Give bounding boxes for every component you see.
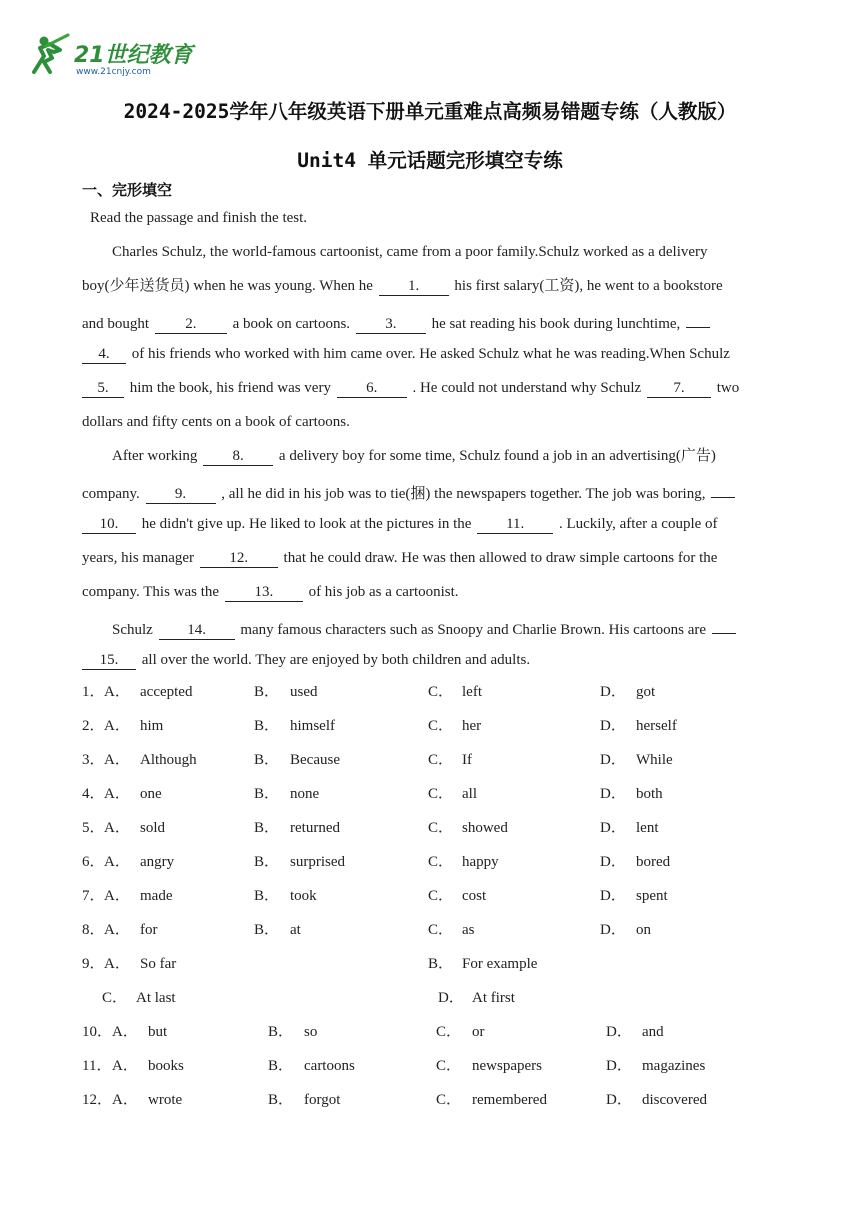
question-row [82, 716, 802, 736]
question-row [82, 1022, 802, 1042]
passage-line: 15. all over the world. They are enjoyed by both children and adults. [82, 650, 782, 670]
question-row [82, 1090, 802, 1110]
option-text[interactable]: took [290, 888, 317, 904]
question-number: 9． [82, 956, 105, 972]
question-number: 10． [82, 1024, 113, 1040]
option-text[interactable]: but [148, 1024, 168, 1040]
section-heading: 一、完形填空 [82, 181, 173, 199]
passage-line: boy(少年送货员) when he was young. When he 1. his first salary(工资), he went to a bookstore [82, 278, 723, 294]
option-text[interactable]: both [636, 786, 663, 802]
option-text[interactable]: spent [636, 888, 668, 904]
option-text[interactable]: cost [462, 888, 487, 904]
option-text[interactable]: returned [290, 820, 340, 836]
option-text[interactable]: lent [636, 820, 659, 836]
instructions: Read the passage and finish the test. [90, 210, 308, 226]
blank-1[interactable]: 1. [379, 278, 449, 296]
option-letter: C． [428, 718, 454, 734]
option-text[interactable]: got [636, 684, 656, 700]
option-letter: A． [104, 752, 130, 768]
option-letter: A． [112, 1058, 138, 1074]
option-text[interactable]: Because [290, 752, 340, 768]
option-letter: A． [104, 888, 130, 904]
option-letter: B． [254, 820, 280, 836]
option-text[interactable]: her [462, 718, 482, 734]
option-text[interactable]: made [140, 888, 173, 904]
blank-4-start [686, 310, 710, 328]
option-text[interactable]: forgot [304, 1092, 341, 1108]
site-logo [30, 32, 200, 78]
passage-line: 5. him the book, his friend was very 6. . He could not understand why Schulz 7. two [82, 378, 782, 398]
blank-9[interactable]: 9. [146, 486, 216, 504]
question-row [82, 818, 802, 838]
passage-line: years, his manager 12. that he could draw. He was then allowed to draw simple cartoons for the [82, 550, 718, 566]
option-letter: C． [436, 1092, 462, 1108]
option-text[interactable]: showed [462, 820, 508, 836]
option-letter: A． [104, 684, 130, 700]
option-text[interactable]: surprised [290, 854, 345, 870]
option-letter: B． [428, 956, 454, 972]
document-title: 2024-2025学年八年级英语下册单元重难点高频易错题专练（人教版） [123, 100, 737, 123]
option-text[interactable]: left [462, 684, 482, 700]
option-text[interactable]: At last [136, 990, 176, 1006]
logo-url: www.21cnjy.com [76, 67, 151, 77]
question-row [82, 988, 802, 1008]
option-text[interactable]: books [148, 1058, 184, 1074]
question-number: 3． [82, 752, 105, 768]
blank-12[interactable]: 12. [200, 550, 278, 568]
option-letter: D． [600, 684, 626, 700]
question-number: 8． [82, 922, 105, 938]
option-text[interactable]: While [636, 752, 673, 768]
option-letter: B． [254, 888, 280, 904]
blank-8[interactable]: 8. [203, 448, 273, 466]
passage-line: 10. he didn't give up. He liked to look at the pictures in the 11. . Luckily, after a couple of [82, 514, 782, 534]
blank-5[interactable]: 5. [82, 380, 124, 398]
option-letter: C． [436, 1058, 462, 1074]
passage-line: dollars and fifty cents on a book of cartoons. [82, 414, 350, 430]
passage-line: Charles Schulz, the world-famous cartoonist, came from a poor family.Schulz worked as a delivery [112, 244, 708, 260]
option-letter: A． [104, 786, 130, 802]
option-letter: D． [606, 1024, 632, 1040]
option-letter: C． [102, 990, 128, 1006]
blank-7[interactable]: 7. [647, 380, 711, 398]
option-text[interactable]: happy [462, 854, 499, 870]
option-text[interactable]: Although [140, 752, 197, 768]
option-text[interactable]: all [462, 786, 477, 802]
blank-15-start [712, 616, 736, 634]
option-text[interactable]: accepted [140, 684, 193, 700]
option-letter: B． [268, 1024, 294, 1040]
option-text[interactable]: none [290, 786, 320, 802]
option-letter: C． [428, 854, 454, 870]
option-letter: D． [600, 718, 626, 734]
option-text[interactable]: magazines [642, 1058, 706, 1074]
option-letter: A． [104, 854, 130, 870]
option-letter: C． [428, 786, 454, 802]
option-text[interactable]: sold [140, 820, 166, 836]
option-text[interactable]: cartoons [304, 1058, 355, 1074]
option-text[interactable]: and [642, 1024, 664, 1040]
option-letter: D． [600, 888, 626, 904]
option-letter: A． [104, 922, 130, 938]
blank-6[interactable]: 6. [337, 380, 407, 398]
option-letter: B． [254, 752, 280, 768]
blank-10[interactable]: 10. [82, 516, 136, 534]
question-number: 12． [82, 1092, 113, 1108]
option-letter: B． [254, 922, 280, 938]
option-letter: D． [600, 922, 626, 938]
passage-line: 4. of his friends who worked with him came over. He asked Schulz what he was reading.When Schulz [82, 344, 782, 364]
question-row [82, 784, 802, 804]
passage-line: After working 8. a delivery boy for some time, Schulz found a job in an advertising(广告) [112, 448, 716, 464]
question-number: 7． [82, 888, 105, 904]
option-text[interactable]: one [140, 786, 162, 802]
question-row [82, 750, 802, 770]
option-text[interactable]: newspapers [472, 1058, 542, 1074]
option-letter: C． [428, 922, 454, 938]
option-letter: B． [254, 684, 280, 700]
option-text[interactable]: wrote [148, 1092, 183, 1108]
option-letter: D． [600, 786, 626, 802]
option-text[interactable]: used [290, 684, 318, 700]
option-letter: D． [606, 1092, 632, 1108]
option-text[interactable]: So far [140, 956, 177, 972]
option-letter: B． [254, 786, 280, 802]
option-letter: A． [112, 1024, 138, 1040]
question-row [82, 886, 802, 906]
option-text[interactable]: bored [636, 854, 671, 870]
passage-line: company. This was the 13. of his job as a cartoonist. [82, 584, 459, 600]
option-text[interactable]: remembered [472, 1092, 547, 1108]
question-row [82, 1056, 802, 1076]
option-text[interactable]: herself [636, 718, 677, 734]
option-letter: D． [600, 854, 626, 870]
question-number: 5． [82, 820, 105, 836]
option-letter: C． [436, 1024, 462, 1040]
blank-4[interactable]: 4. [82, 346, 126, 364]
option-text[interactable]: for [140, 922, 158, 938]
option-text[interactable]: or [472, 1024, 485, 1040]
option-letter: B． [254, 718, 280, 734]
passage-line: Schulz 14. many famous characters such as Snoopy and Charlie Brown. His cartoons are [112, 616, 812, 640]
question-number: 11． [82, 1058, 112, 1074]
option-letter: B． [268, 1058, 294, 1074]
option-text[interactable]: If [462, 752, 472, 768]
blank-3[interactable]: 3. [356, 316, 426, 334]
question-number: 2． [82, 718, 105, 734]
option-letter: C． [428, 888, 454, 904]
option-text[interactable]: discovered [642, 1092, 707, 1108]
option-text[interactable]: At first [472, 990, 515, 1006]
passage-line: company. 9. , all he did in his job was to tie(捆) the newspapers together. The job was boring, [82, 480, 782, 504]
option-letter: A． [104, 820, 130, 836]
option-text[interactable]: as [462, 922, 475, 938]
option-text[interactable]: him [140, 718, 164, 734]
blank-15[interactable]: 15. [82, 652, 136, 670]
option-letter: D． [438, 990, 464, 1006]
question-number: 4． [82, 786, 105, 802]
option-letter: D． [606, 1058, 632, 1074]
option-letter: C． [428, 752, 454, 768]
option-text[interactable]: angry [140, 854, 175, 870]
question-row [82, 852, 802, 872]
question-number: 6． [82, 854, 105, 870]
blank-10-start [711, 480, 735, 498]
option-letter: D． [600, 820, 626, 836]
option-text[interactable]: For example [462, 956, 538, 972]
question-row [82, 682, 802, 702]
option-letter: A． [104, 956, 130, 972]
option-letter: B． [254, 854, 280, 870]
option-letter: B． [268, 1092, 294, 1108]
option-letter: A． [112, 1092, 138, 1108]
document-subtitle: Unit4 单元话题完形填空专练 [297, 149, 563, 172]
option-letter: D． [600, 752, 626, 768]
option-letter: C． [428, 820, 454, 836]
question-row [82, 920, 802, 940]
option-letter: A． [104, 718, 130, 734]
logo-text: 21世纪教育 [74, 43, 193, 68]
question-number: 1． [82, 684, 105, 700]
question-row [82, 954, 802, 974]
option-letter: C． [428, 684, 454, 700]
option-text[interactable]: so [304, 1024, 318, 1040]
blank-11[interactable]: 11. [477, 516, 553, 534]
option-text[interactable]: at [290, 922, 301, 938]
blank-14[interactable]: 14. [159, 622, 235, 640]
option-text[interactable]: himself [290, 718, 335, 734]
blank-13[interactable]: 13. [225, 584, 303, 602]
passage-line: and bought 2. a book on cartoons. 3. he sat reading his book during lunchtime, [82, 310, 782, 334]
option-text[interactable]: on [636, 922, 651, 938]
blank-2[interactable]: 2. [155, 316, 227, 334]
